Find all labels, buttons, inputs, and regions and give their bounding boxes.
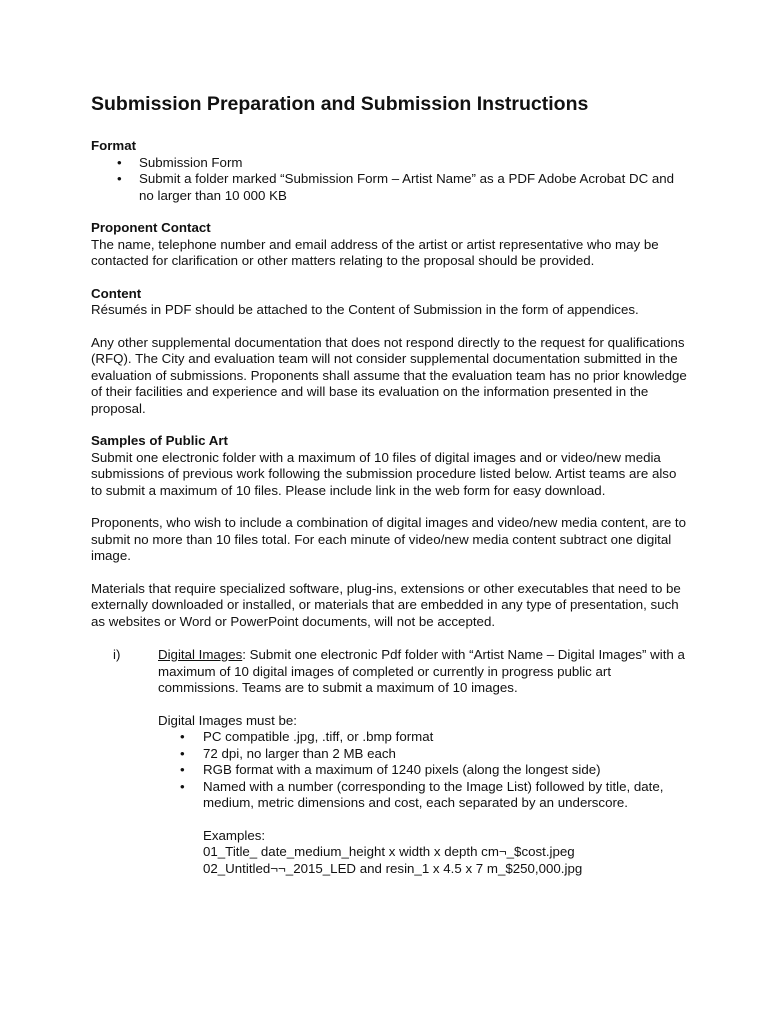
list-item: • PC compatible .jpg, .tiff, or .bmp format xyxy=(180,729,434,744)
examples-label: Examples: xyxy=(203,827,266,843)
page-title: Submission Preparation and Submission Instructions xyxy=(91,93,589,115)
bullet-icon: • xyxy=(180,778,185,794)
example-1: 01_Title_ date_medium_height x width x depth cm¬_$cost.jpeg xyxy=(203,844,575,859)
proponent-text: The name, telephone number and email address of the artist or artist representative who may be contacted for clarification or other matters relating to the proposal should be provided. xyxy=(91,236,659,268)
format-list xyxy=(91,155,691,205)
list-item: • Submission Form xyxy=(117,154,243,170)
list-item: • Submit a folder marked “Submission Form – Artist Name” as a PDF Adobe Acrobat DC and no larger than 10 000 KB xyxy=(117,171,675,203)
must-be-label: Digital Images must be: xyxy=(158,712,297,728)
digital-images-section xyxy=(91,647,691,877)
format-heading: Format xyxy=(91,138,137,153)
requirements-list xyxy=(158,729,691,812)
content-heading: Content xyxy=(91,285,142,301)
samples-paragraph-1: Submit one electronic folder with a maximum of 10 files of digital images and or video/new media submissions of previous work following the submission procedure listed below. Artist teams are also to submit a maximum of 10 files. Please include link in the web form for easy download. xyxy=(91,449,677,498)
list-item: • Named with a number (corresponding to the Image List) followed by title, date, medium, metric dimensions and cost, each separated by an underscore. xyxy=(180,778,664,810)
bullet-icon: • xyxy=(180,729,185,744)
example-2: 02_Untitled¬¬_2015_LED and resin_1 x 4.5 x 7 m_$250,000.jpg xyxy=(203,860,583,876)
samples-paragraph-3: Materials that require specialized software, plug-ins, extensions or other executables that need to be externally downloaded or installed, or materials that are embedded in any type of presentation, such as websites or Word or PowerPoint documents, will not be accepted. xyxy=(91,580,681,629)
bullet-icon: • xyxy=(180,745,185,761)
list-item: • 72 dpi, no larger than 2 MB each xyxy=(180,745,396,761)
bullet-icon: • xyxy=(180,762,185,777)
content-paragraph-1: Résumés in PDF should be attached to the Content of Submission in the form of appendices. xyxy=(91,302,639,317)
digital-images-label: Digital Images xyxy=(158,647,243,662)
document-page xyxy=(91,92,691,877)
bullet-icon: • xyxy=(117,154,122,170)
samples-paragraph-2: Proponents, who wish to include a combination of digital images and video/new media content, are to submit no more than 10 files total. For each minute of video/new media content subtract one digital image. xyxy=(91,515,687,563)
content-paragraph-2: Any other supplemental documentation that does not respond directly to the request for qualifications (RFQ). The City and evaluation team will not consider supplemental documentation submitted in the evaluation of submissions. Proponents shall assume that the evaluation team has no prior knowledge of their facilities and experience and will base its evaluation on the information presented in the proposal. xyxy=(91,334,687,416)
list-item: • RGB format with a maximum of 1240 pixels (along the longest side) xyxy=(180,762,601,777)
digital-images-text: : Submit one electronic Pdf folder with “Artist Name – Digital Images” with a maximum of 10 digital images of completed or currently in progress public art commissions. Teams are to submit a maximum of 10 images. xyxy=(158,647,685,695)
samples-heading: Samples of Public Art xyxy=(91,433,228,448)
roman-numeral: i) xyxy=(113,647,121,662)
bullet-icon: • xyxy=(117,171,122,186)
proponent-heading: Proponent Contact xyxy=(91,220,211,235)
